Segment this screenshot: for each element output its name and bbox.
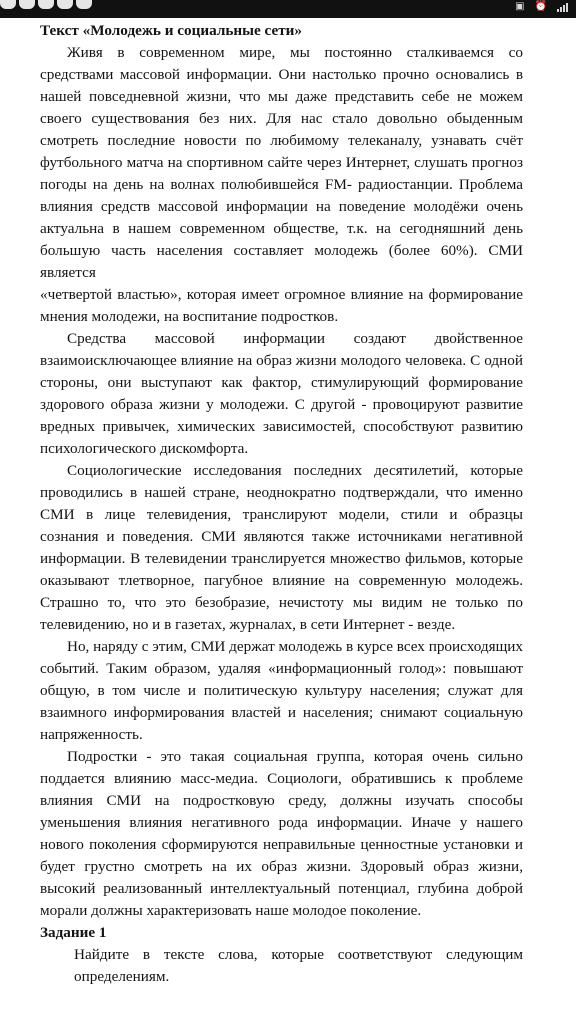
task-title: Задание 1	[40, 924, 107, 941]
task-text: Найдите в тексте слова, которые соответствуют следующим определениям.	[74, 946, 523, 985]
document-body	[40, 20, 523, 988]
document-title: Текст «Молодежь и социальные сети»	[40, 22, 303, 39]
image-icon: ▣	[515, 1, 525, 12]
notification-icon	[0, 0, 16, 9]
paragraph: «четвертой властью», которая имеет огромное влияние на формирование мнения молодежи, на воспитание подростков.	[40, 286, 523, 325]
status-bar	[0, 0, 576, 18]
signal-icon	[557, 3, 568, 12]
paragraph: Подростки - это такая социальная группа, которая очень сильно поддается влиянию масс-медиа. Социологи, обратившись к проблеме влияния СМИ на подростковую среду, должны изучать способы уменьшения влияния негативного рода информации. Иначе у нашего нового поколения сформируются неправильные ценностные установки и будет грустно смотреть на их образ жизни. Здоровый образ жизни, высокий реализованный интеллектуальный потенциал, глубина доброй морали должны характеризовать наше молодое поколение.	[40, 748, 523, 919]
status-icons	[515, 2, 568, 12]
paragraph: Социологические исследования последних десятилетий, которые проводились в нашей стране, неоднократно подтверждали, что именно СМИ в лице телевидения, транслируют модели, стили и образцы сознания и поведения. СМИ являются также источниками негативной информации. В телевидении транслируется множество фильмов, которые оказывают тлетворное, пагубное влияние на современную молодежь. Страшно то, что это безобразие, нечистоту мы видим не только по телевидению, но и в газетах, журналах, в сети Интернет - везде.	[40, 462, 523, 633]
paragraph: Средства массовой информации создают двойственное взаимоисключающее влияние на образ жизни молодого человека. С одной стороны, они выступают как фактор, стимулирующий формирование здорового образа жизни у молодежи. С другой - провоцируют развитие вредных привычек, химических зависимостей, способствуют развитию психологического дискомфорта.	[40, 330, 523, 457]
paragraph: Но, наряду с этим, СМИ держат молодежь в курсе всех происходящих событий. Таким образом, удаляя «информационный голод»: повышают общую, в том числе и политическую культуру населения; служат для взаимного информирования властей и населения; снимают социальную напряженность.	[40, 638, 523, 743]
notification-icon	[76, 0, 92, 9]
notification-icon	[57, 0, 73, 9]
notification-icons	[0, 0, 95, 18]
notification-icon	[19, 0, 35, 9]
alarm-icon: ⏰	[534, 1, 547, 12]
notification-icon	[38, 0, 54, 9]
paragraph: Живя в современном мире, мы постоянно сталкиваемся со средствами массовой информации. Они настолько прочно основались в нашей повседневной жизни, что мы даже представить себе не можем своего существования без них. Для нас стало довольно обыденным смотреть последние новости по любимому телеканалу, узнавать счёт футбольного матча на спортивном сайте через Интернет, слушать прогноз погоды на день на волнах полюбившейся FM- радиостанции. Проблема влияния средств массовой информации на поведение молодёжи очень актуальна в нашем современном обществе, т.к. на сегодняшний день большую часть населения составляет молодежь (более 60%). СМИ является	[40, 44, 523, 281]
